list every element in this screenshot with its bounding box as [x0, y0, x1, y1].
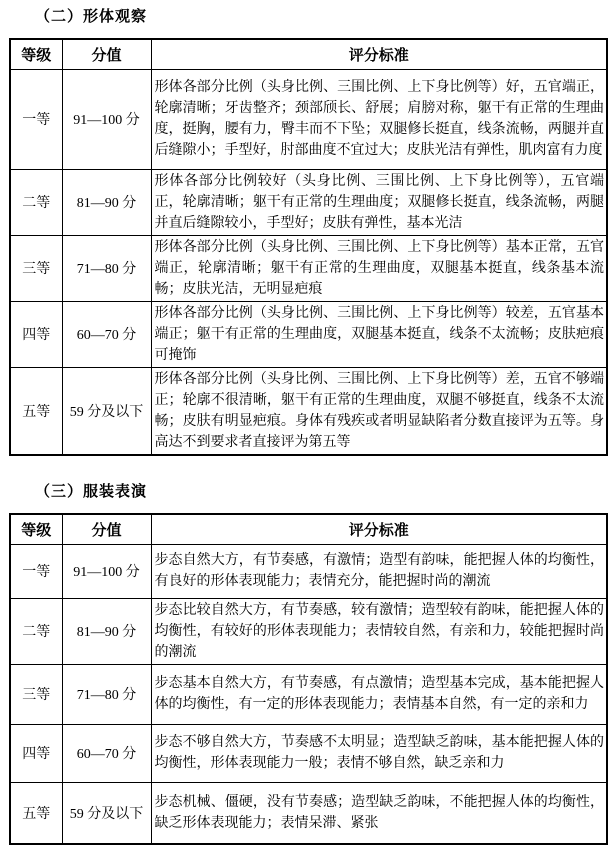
grade-cell: 二等: [10, 169, 62, 235]
score-cell: 71—80 分: [62, 235, 151, 301]
table-row: [10, 69, 607, 169]
section-title: （三）服装表演: [35, 484, 148, 500]
score-cell: 81—90 分: [62, 598, 151, 664]
score-cell: 81—90 分: [62, 169, 151, 235]
table-row: [10, 724, 607, 782]
score-cell: 60—70 分: [62, 301, 151, 367]
score-cell: 60—70 分: [62, 724, 151, 782]
criteria-cell: 步态自然大方，有节奏感，有激情；造型有韵味，能把握人体的均衡性，有良好的形体表现能力；表情充分，能把握时尚的潮流: [151, 544, 607, 598]
grade-cell: 四等: [10, 724, 62, 782]
table-row: [10, 367, 607, 455]
criteria-cell: 步态机械、僵硬，没有节奏感；造型缺乏韵味，不能把握人体的均衡性，缺乏形体表现能力；表情呆滞、紧张: [151, 782, 607, 844]
criteria-cell: 形体各部分比例（头身比例、三围比例、上下身比例等）差，五官不够端正；轮廓不很清晰，躯干有正常的生理曲度，双腿不够挺直，线条不太流畅；皮肤有明显疤痕。身体有残疾或者明显缺陷者分数直接评为五等。身高达不到要求者直接评为第五等: [151, 367, 607, 455]
table-row: [10, 544, 607, 598]
score-cell: 71—80 分: [62, 664, 151, 724]
score-cell: 59 分及以下: [62, 782, 151, 844]
criteria-cell: 形体各部分比例（头身比例、三围比例、上下身比例等）较差，五官基本端正；躯干有正常的生理曲度，双腿基本挺直，线条不太流畅；皮肤疤痕可掩饰: [151, 301, 607, 367]
section-body-observation: [9, 8, 606, 456]
grade-cell: 五等: [10, 782, 62, 844]
table-header-row: [10, 39, 607, 69]
table-row: [10, 301, 607, 367]
grade-cell: 五等: [10, 367, 62, 455]
table-row: [10, 598, 607, 664]
header-score: 分值: [62, 39, 151, 69]
grade-cell: 二等: [10, 598, 62, 664]
section-title: （二）形体观察: [35, 9, 148, 25]
score-cell: 91—100 分: [62, 544, 151, 598]
header-grade: 等级: [10, 39, 62, 69]
grading-table-fashion-performance: [9, 513, 608, 845]
table-header-row: [10, 514, 607, 544]
criteria-cell: 形体各部分比例（头身比例、三围比例、上下身比例等）基本正常，五官端正，轮廓清晰；躯干有正常的生理曲度，双腿基本挺直，线条基本流畅；皮肤光洁，无明显疤痕: [151, 235, 607, 301]
grade-cell: 四等: [10, 301, 62, 367]
table-row: [10, 664, 607, 724]
header-criteria: 评分标准: [151, 514, 607, 544]
criteria-cell: 形体各部分比例较好（头身比例、三围比例、上下身比例等），五官端正，轮廓清晰；躯干有正常的生理曲度；双腿修长挺直，线条流畅，两腿并直后缝隙较小，手型好；皮肤有弹性，基本光洁: [151, 169, 607, 235]
section-fashion-performance: [9, 483, 606, 845]
grade-cell: 一等: [10, 69, 62, 169]
header-criteria: 评分标准: [151, 39, 607, 69]
score-cell: 59 分及以下: [62, 367, 151, 455]
header-grade: 等级: [10, 514, 62, 544]
header-score: 分值: [62, 514, 151, 544]
criteria-cell: 步态不够自然大方，节奏感不太明显；造型缺乏韵味，基本能把握人体的均衡性，形体表现能力一般；表情不够自然，缺乏亲和力: [151, 724, 607, 782]
table-row: [10, 782, 607, 844]
criteria-cell: 步态比较自然大方，有节奏感，较有激情；造型较有韵味，能把握人体的均衡性，有较好的形体表现能力；表情较自然，有亲和力，较能把握时尚的潮流: [151, 598, 607, 664]
table-row: [10, 235, 607, 301]
grading-table-body-observation: [9, 38, 608, 456]
score-cell: 91—100 分: [62, 69, 151, 169]
table-row: [10, 169, 607, 235]
grade-cell: 一等: [10, 544, 62, 598]
criteria-cell: 形体各部分比例（头身比例、三围比例、上下身比例等）好，五官端正，轮廓清晰；牙齿整齐；颈部颀长、舒展；肩膀对称，躯干有正常的生理曲度，挺胸，腰有力，臀丰而不下坠；双腿修长挺直，线条流畅，两腿并直后缝隙小；手型好，肘部曲度不宜过大；皮肤光洁有弹性，肌肉富有力度: [151, 69, 607, 169]
criteria-cell: 步态基本自然大方，有节奏感，有点激情；造型基本完成，基本能把握人体的均衡性，有一定的形体表现能力；表情基本自然，有一定的亲和力: [151, 664, 607, 724]
grade-cell: 三等: [10, 235, 62, 301]
grade-cell: 三等: [10, 664, 62, 724]
